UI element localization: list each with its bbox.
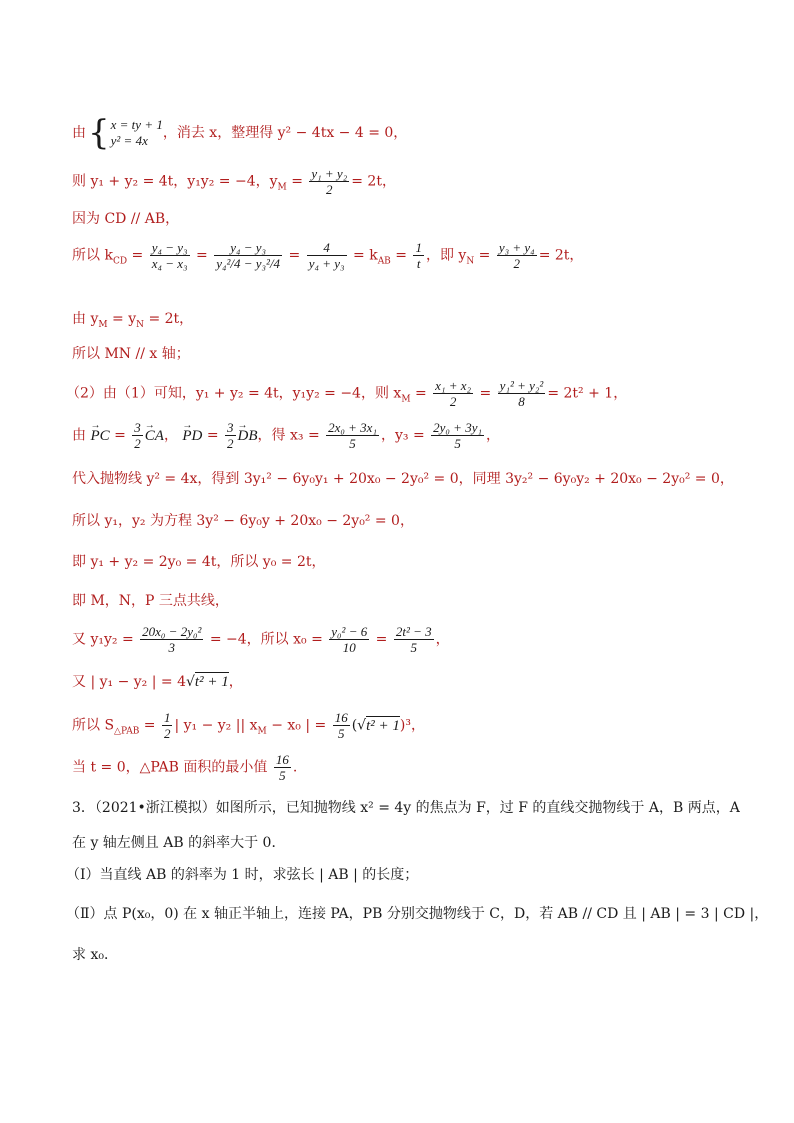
solution-line-3: 因为 CD // AB， (72, 211, 180, 227)
solution-line-2 (72, 166, 396, 197)
solution-line-6: 所以 MN // x 轴； (72, 346, 190, 362)
numerator: 2y₀ + 3y₁ (433, 420, 482, 435)
solution-line-8: 由 → PC = $\frac{3}{2}$ → CA， → PD = $\frac{3}{2}$ → DB，得 x₃ = $\frac{\text{2x₀ + 3x₁}}{5}$ ，y₃ = $\frac{\text{2y₀ + 3y₁}}{5}$ ， (72, 420, 500, 451)
solution-line-10: 所以 y₁，y₂ 为方程 3y² − 6y₀y + 20x₀ − 2y₀² = 0， (72, 513, 414, 529)
solution-line-4: 所以 $k_{CD}$ = $\frac{\text{y₄ − y₃}}{\text{x₄ − x₃}}$ = $\frac{\text{y₄ − y₃}}{\text{y₄²/4 − y₃²/4}}$ = $\frac{4}{\text{y₄ + y₃}}$ = $k_{AB}$ = $\frac{1}{t}$ ，即 $y_N$ = $\frac{\text{y₃ + y₄}}{2}$ = 2t， (72, 240, 584, 271)
subscript: △PAB (114, 726, 140, 737)
subscript: M (98, 319, 108, 330)
denominator: 2 (163, 726, 171, 741)
line-text: 由 (72, 427, 86, 444)
denominator: x₄ − x₃ (151, 256, 188, 271)
fraction (307, 240, 347, 271)
subscript: M (401, 394, 411, 405)
denominator: y₄ + y₃ (308, 256, 345, 271)
solution-line-12: 即 M，N，P 三点共线， (72, 593, 229, 609)
fraction (309, 166, 349, 197)
numerator: 20x₀ − 2y₀² (142, 624, 202, 639)
line-text: 由 y (72, 311, 99, 327)
solution-line-9: 代入抛物线 y² = 4x，得到 3y₁² − 6y₀y₁ + 20x₀ − 2y₀² = 0，同理 3y₂² − 6y₀y₂ + 20x₀ − 2y₀² = 0， (72, 471, 734, 487)
system-equation-2: y² = 4x (110, 133, 148, 148)
vector: → CA (145, 427, 164, 445)
line-text: 所以 S (72, 717, 115, 734)
fraction (394, 624, 434, 655)
denominator: 8 (518, 394, 525, 409)
solution-line-13: 又 y₁y₂ = $\frac{\text{20x₀ − 2y₀²}}{3}$ = −4，所以 x₀ = $\frac{\text{y₀² − 6}}{10}$ = $\frac{\text{2t² − 3}}{5}$ ， (72, 624, 450, 655)
fraction (214, 240, 282, 271)
line-text: = y (112, 311, 137, 327)
fraction (274, 752, 291, 783)
denominator: 2 (326, 182, 333, 197)
line-text: = 2t， (351, 173, 396, 190)
fraction (132, 420, 143, 451)
line-text: 又 | y₁ − y₂ | = 4 (72, 674, 186, 690)
fraction (497, 240, 537, 271)
subscript: N (136, 319, 144, 330)
problem-3-line-2: 在 y 轴左侧且 AB 的斜率大于 0． (72, 835, 286, 851)
denominator: 2 (134, 436, 141, 451)
fraction (225, 420, 236, 451)
line-text: = 2t² + 1， (547, 385, 628, 402)
denominator: 3 (168, 640, 176, 655)
solution-line-1 (72, 113, 408, 153)
numerator: y₀² − 6 (331, 624, 368, 639)
line-text: − x₀ | = (271, 717, 327, 734)
line-text: | y₁ − y₂ || x (174, 717, 258, 734)
problem-3-part-2: （Ⅱ）点 P(x₀，0) 在 x 轴正半轴上，连接 PA，PB 分别交抛物线于 C，D，若 AB // CD 且 | AB | = 3 | CD |， (66, 906, 769, 922)
line-text: = −4，所以 x₀ = (209, 631, 323, 648)
fraction (413, 240, 424, 271)
equation-system (111, 117, 163, 149)
vector: → DB (238, 427, 258, 445)
line-text: ，得 x₃ = (257, 427, 320, 444)
line-text: ， (486, 427, 500, 444)
numerator: y₃ + y₄ (498, 240, 535, 255)
solution-line-5 (72, 310, 193, 328)
numerator: 16 (275, 752, 289, 767)
denominator: 5 (410, 640, 418, 655)
fraction (326, 420, 379, 451)
vector: → PC (90, 427, 109, 445)
fraction (433, 378, 473, 409)
line-text: = 2t， (148, 311, 194, 327)
line-text: ，y₃ = (380, 427, 425, 444)
numerator: 2x₀ + 3x₁ (328, 420, 377, 435)
numerator: 4 (307, 240, 347, 256)
numerator: 16 (334, 710, 348, 725)
numerator: 1 (415, 240, 422, 255)
subscript: M (257, 726, 267, 737)
radicand: t² + 1 (194, 674, 229, 690)
fraction (150, 240, 190, 271)
subscript: M (277, 182, 287, 193)
line-text: ，即 y (425, 247, 467, 264)
numerator: y₄ − y₃ (214, 240, 282, 256)
problem-3-part-1: （Ⅰ）当直线 AB 的斜率为 1 时，求弦长 | AB | 的长度； (66, 867, 419, 883)
radicand: t² + 1 (366, 717, 400, 734)
line-text: 又 y₁y₂ = (72, 631, 134, 648)
fraction (329, 624, 369, 655)
line-text: 所以 k (72, 247, 113, 264)
fraction (162, 710, 173, 741)
system-brace: { (88, 113, 110, 153)
denominator: t (416, 256, 421, 271)
line-text: ， (435, 631, 450, 648)
line-text: 由 (72, 125, 86, 141)
numerator: x₁ + x₂ (435, 378, 472, 393)
solution-line-16 (72, 752, 297, 783)
solution-line-15: 所以 $S_{\triangle PAB}$ = $\frac{1}{2}$ | y₁ − y₂ || $x_M - x_0$ | = $\frac{16}{5}$ (√t² + 1)³， (72, 710, 425, 741)
system-equation-1: x = ty + 1 (110, 117, 163, 132)
subscript: N (466, 256, 475, 267)
denominator: 2 (227, 436, 234, 451)
line-text: )³， (399, 717, 425, 734)
denominator: 2 (449, 394, 457, 409)
line-text: 则 y₁ + y₂ = 4t，y₁y₂ = −4，y (72, 173, 278, 190)
solution-line-7: （2）由（1）可知，y₁ + y₂ = 4t，y₁y₂ = −4，则 $x_M$ = $\frac{\text{x₁ + x₂}}{2}$ = $\frac{\text{y₁² + y₂²}}{8}$ = 2t² + 1， (66, 378, 628, 409)
denominator: 5 (349, 436, 356, 451)
numerator: y₄ − y₃ (151, 240, 188, 255)
vector: → PD (182, 427, 202, 445)
line-text: = k (353, 247, 378, 264)
line-text: ， (228, 674, 243, 690)
denominator: 5 (454, 436, 461, 451)
numerator: 2t² − 3 (395, 624, 432, 639)
numerator: y₁² + y₂² (499, 378, 544, 393)
denominator: 2 (513, 256, 520, 271)
solution-line-11: 即 y₁ + y₂ = 2y₀ = 4t，所以 y₀ = 2t， (72, 554, 326, 570)
subscript: AB (377, 256, 391, 267)
numerator: 1 (163, 710, 171, 725)
line-text: . (292, 759, 298, 776)
subscript: CD (112, 256, 128, 267)
numerator: 3 (134, 420, 141, 435)
equals-sign: = (291, 173, 303, 190)
denominator: y₄²/4 − y₃²/4 (216, 256, 281, 271)
line-text: 当 t = 0，△PAB 面积的最小值 (72, 759, 268, 776)
numerator: y₁ + y₂ (311, 166, 348, 181)
problem-3-line-1: 3．（2021•浙江模拟）如图所示，已知抛物线 x² = 4y 的焦点为 F，过 F 的直线交抛物线于 A，B 两点，A (72, 800, 740, 816)
numerator: 3 (227, 420, 234, 435)
line-text: = 2t， (538, 247, 584, 264)
denominator: 5 (279, 768, 286, 783)
problem-3-part-2-cont: 求 x₀． (72, 947, 118, 963)
separator: ， (163, 427, 178, 444)
fraction (498, 378, 546, 409)
fraction (140, 624, 203, 655)
solution-line-14: 又 | y₁ − y₂ | = 4√t² + 1， (72, 674, 243, 690)
fraction (333, 710, 350, 741)
fraction (431, 420, 484, 451)
line-text: （2）由（1）可知，y₁ + y₂ = 4t，y₁y₂ = −4，则 x (66, 385, 402, 402)
line-text: ，消去 x，整理得 y² − 4tx − 4 = 0， (162, 125, 408, 141)
denominator: 5 (337, 726, 345, 741)
denominator: 10 (342, 640, 356, 655)
